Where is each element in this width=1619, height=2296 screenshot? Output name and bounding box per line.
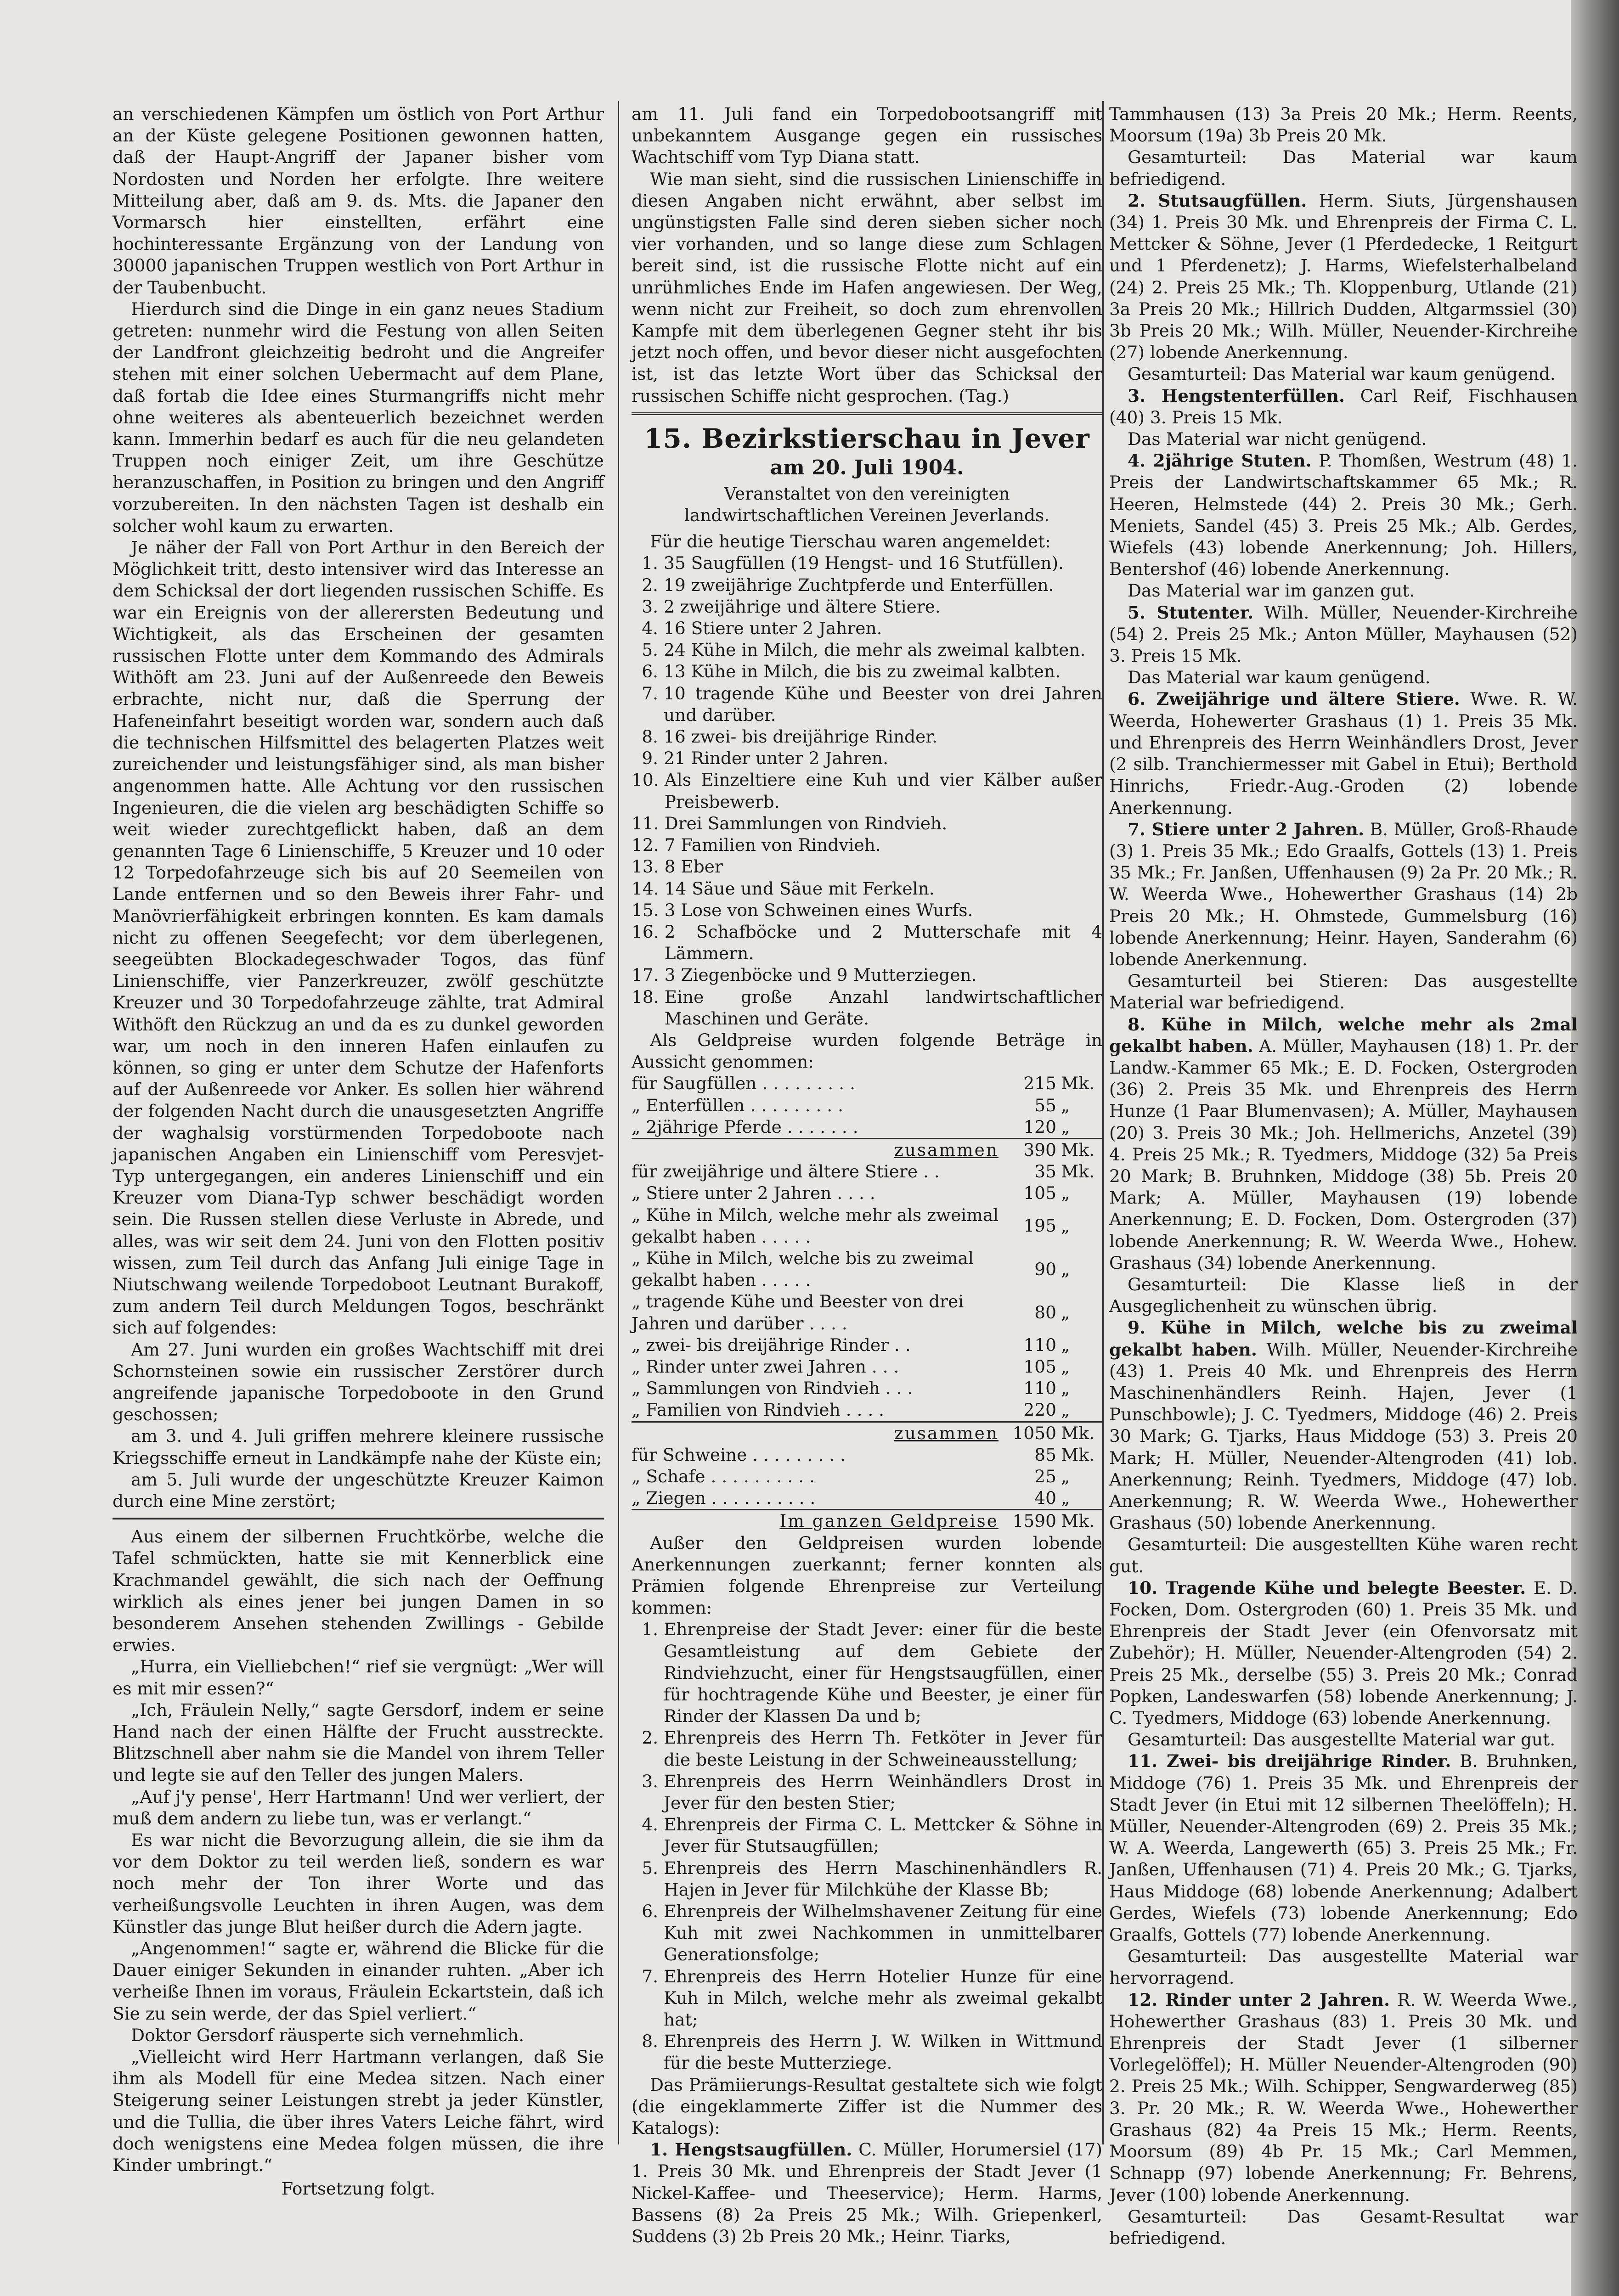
prize-value: 40	[1034, 1488, 1056, 1508]
prize-label: „ Rinder unter zwei Jahren . . .	[632, 1356, 899, 1377]
prize-value: 110	[1023, 1378, 1056, 1399]
item-text: 21 Rinder unter 2 Jahren.	[664, 748, 888, 769]
item-number: 5.	[642, 640, 658, 660]
item-number: 16.	[632, 921, 659, 942]
prize-unit: „	[1061, 1466, 1070, 1486]
prize-sum-row	[632, 1138, 1102, 1161]
item-text: 16 zwei- bis dreijährige Rinder.	[664, 726, 938, 747]
prize-unit: „	[1061, 1378, 1070, 1399]
paragraph: Am 27. Juni wurden ein großes Wachtschiff mit drei Schornsteinen sowie ein russischer Zerstörer durch angreifende japanische Torpedoboote in den Grund geschossen;	[113, 1339, 604, 1425]
list-item	[632, 878, 1102, 900]
item-number: 10.	[632, 770, 659, 790]
result-category: 2. Stutsaugfüllen.	[1128, 190, 1307, 211]
result-text: Tammhausen (13) 3a Preis 20 Mk.; Herm. Reents, Moorsum (19a) 3b Preis 20 Mk.	[1109, 104, 1578, 146]
prize-row	[632, 1073, 1102, 1094]
prize-unit: Mk.	[1061, 1073, 1095, 1094]
result-entry	[1109, 450, 1578, 580]
prize-value: 110	[1023, 1334, 1056, 1355]
section-divider	[113, 1518, 604, 1519]
result-verdict: Das Material war nicht genügend.	[1128, 429, 1427, 450]
result-entry	[1109, 1317, 1578, 1534]
prize-label: für Schweine . . . . . . . . .	[632, 1444, 846, 1465]
list-item	[632, 1727, 1102, 1770]
list-item	[632, 1857, 1102, 1901]
result-entry	[1109, 688, 1578, 818]
prize-row	[632, 1291, 1102, 1334]
result-verdict: Gesamturteil: Das Material war kaum genügend.	[1128, 364, 1556, 384]
list-item	[632, 748, 1102, 769]
list-item	[632, 1966, 1102, 2031]
list-item	[632, 769, 1102, 812]
prize-label: „ tragende Kühe und Beester von drei Jahren und darüber . . . .	[632, 1291, 964, 1334]
list-item	[632, 618, 1102, 639]
paragraph: am 11. Juli fand ein Torpedobootsangriff mit unbekanntem Ausgange gegen ein russisches Wachtschiff vom Typ Diana statt.	[632, 104, 1102, 168]
sum-unit: Mk.	[1056, 1138, 1102, 1161]
prize-value: 90	[1034, 1259, 1056, 1279]
item-text: Eine große Anzahl landwirtschaftlicher Maschinen und Geräte.	[664, 986, 1102, 1029]
prize-label: „ Kühe in Milch, welche mehr als zweimal gekalbt haben . . . . .	[632, 1204, 999, 1247]
column-rule	[1102, 101, 1104, 2144]
prize-label: „ zwei- bis dreijährige Rinder . .	[632, 1334, 911, 1355]
list-item	[632, 574, 1102, 596]
prize-row	[632, 1204, 1102, 1248]
item-number: 8.	[642, 726, 658, 747]
prize-row	[632, 1248, 1102, 1291]
prizes-intro: Als Geldpreise wurden folgende Beträge in Aussicht genommen:	[632, 1030, 1102, 1072]
prize-row	[632, 1116, 1102, 1139]
item-number: 7.	[642, 1966, 658, 1986]
result-text: E. D. Focken, Dom. Ostergroden (60) 1. Preis 35 Mk. und Ehrenpreis der Stadt Jever (ein Ofenvorsatz mit Zubehör); H. Müller, Neuender-Altengroden (54) 2. Preis 25 Mk., derselbe (55) 3. Preis 20 Mk.; Conrad Popken, Landeswarfen (58) lobende Anerkennung; J. C. Tyedmers, Middoge (63) lobende Anerkennung.	[1109, 1577, 1578, 1728]
result-text: C. Müller, Horumersiel (17) 1. Preis 30 Mk. und Ehrenpreis der Stadt Jever (1 Nickel-Kaffee- und Theeservice); Herm. Harms, Bassens (8) 2a Preis 25 Mk.; Wilh. Griepenkerl, Suddens (3) 2b Preis 20 Mk.; Heinr. Tiarks,	[632, 2139, 1102, 2247]
item-number: 4.	[642, 1814, 658, 1835]
prize-table	[632, 1073, 1102, 1161]
result-text: R. W. Weerda Wwe., Hohewerther Grashaus (83) 1. Preis 30 Mk. und Ehrenpreis der Stadt Jever (1 silberner Vorlegelöffel); H. Müller Neuender-Altengroden (90) 2. Preis 25 Mk.; Wilh. Schipper, Sengwarderweg (85) 3. Pr. 20 Mk.; R. W. Weerda Wwe., Hohewerther Grashaus (82) 4a Preis 15 Mk.; Herm. Reents, Moorsum (89) 4b Pr. 15 Mk.; Carl Memmen, Schnapp (97) lobende Anerkennung; Fr. Behrens, Jever (100) lobende Anerkennung.	[1109, 1989, 1578, 2205]
article-date: am 20. Juli 1904.	[770, 456, 964, 479]
list-item	[632, 986, 1102, 1030]
prize-label: „ Familien von Rindvieh . . . .	[632, 1400, 885, 1420]
item-text: 13 Kühe in Milch, die bis zu zweimal kalbten.	[664, 661, 1061, 682]
result-category: 11. Zwei- bis dreijährige Rinder.	[1128, 1751, 1451, 1772]
prize-unit: Mk.	[1061, 1444, 1095, 1465]
paragraph: „Angenommen!“ sagte er, während die Blicke für die Dauer einiger Sekunden in einander ruhten. „Aber ich verheiße Ihnen im voraus, Fräulein Eckartstein, daß ich Sie zu sein werde, der das Spiel verliert.“	[113, 1938, 604, 2024]
war-report	[113, 103, 604, 1512]
list-item	[632, 813, 1102, 834]
result-text: Wilh. Müller, Neuender-Kirchreihe (54) 2. Preis 25 Mk.; Anton Müller, Mayhausen (52) 3. Preis 15 Mk.	[1109, 602, 1578, 666]
list-item	[632, 834, 1102, 856]
result-entry	[1109, 819, 1578, 970]
result-category: 8. Kühe in Milch, welche mehr als 2mal gekalbt haben.	[1109, 1014, 1578, 1056]
item-text: 24 Kühe in Milch, die mehr als zweimal kalbten.	[664, 640, 1086, 660]
result-entry	[632, 2139, 1102, 2247]
result-category: 6. Zweijährige und ältere Stiere.	[1128, 689, 1460, 709]
item-text: 35 Saugfüllen (19 Hengst- und 16 Stutfüllen).	[664, 553, 1064, 574]
list-item	[632, 964, 1102, 986]
item-number: 15.	[632, 900, 659, 920]
sum-label: Im ganzen Geldpreise	[632, 1510, 1006, 1532]
result-category: 1. Hengstsaugfüllen.	[650, 2139, 852, 2160]
prize-value: 120	[1023, 1116, 1056, 1137]
prize-unit: „	[1061, 1116, 1070, 1137]
sum-value: 1590	[1006, 1510, 1056, 1532]
prize-row	[632, 1378, 1102, 1399]
prize-value: 35	[1034, 1161, 1056, 1182]
result-verdict: Gesamturteil: Das Gesamt-Resultat war befriedigend.	[1109, 2206, 1578, 2248]
list-item	[632, 661, 1102, 682]
prize-label: „ 2jährige Pferde . . . . . . .	[632, 1116, 858, 1137]
column-left	[113, 103, 604, 2200]
item-number: 14.	[632, 878, 659, 899]
prize-unit: „	[1061, 1400, 1070, 1420]
paragraph: an verschiedenen Kämpfen um östlich von Port Arthur an der Küste gelegene Positionen gewonnen hatten, daß der Haupt-Angriff der Japaner bisher vom Nordosten und Norden her erfolgte. Ihre weitere Mitteilung aber, daß am 9. ds. Mts. die Japaner den Vormarsch hier einstellten, erfährt eine hochinteressante Ergänzung von der Landung von 30000 japanischen Truppen westlich von Port Arthur in der Taubenbucht.	[113, 104, 604, 298]
result-text: Wwe. R. W. Weerda, Hohewerter Grashaus (1) 1. Preis 35 Mk. und Ehrenpreis des Herrn Weinhändlers Drost, Jever (2 silb. Tranchiermesser mit Gabel in Etui); Berthold Hinrichs, Friedr.-Aug.-Groden (2) lobende Anerkennung.	[1109, 689, 1578, 818]
item-number: 17.	[632, 965, 659, 985]
prize-unit: „	[1061, 1259, 1070, 1279]
prize-table	[632, 1444, 1102, 1532]
honors-intro: Außer den Geldpreisen wurden lobende Anerkennungen zuerkannt; ferner konnten als Prämien folgende Ehrenpreise zur Verteilung kommen:	[632, 1532, 1102, 1618]
item-text: Ehrenpreis des Herrn Weinhändlers Drost in Jever für den besten Stier;	[664, 1771, 1102, 1813]
prize-unit: „	[1061, 1488, 1070, 1508]
paragraph: am 3. und 4. Juli griffen mehrere kleinere russische Kriegsschiffe erneut in Landkämpfe nahe der Küste ein;	[113, 1426, 604, 1468]
list-item	[632, 1771, 1102, 1814]
list-item	[632, 900, 1102, 921]
item-text: Ehrenpreis des Herrn Maschinenhändlers R. Hajen in Jever für Milchkühe der Klasse Bb;	[664, 1857, 1102, 1900]
result-entry	[1109, 1577, 1578, 1729]
item-text: Ehrenpreis der Firma C. L. Mettcker & Söhne in Jever für Stutsaugfüllen;	[664, 1814, 1102, 1857]
item-text: 2 zweijährige und ältere Stiere.	[664, 596, 941, 617]
prize-unit: Mk.	[1061, 1161, 1095, 1182]
list-item	[632, 1901, 1102, 1966]
prize-value: 55	[1034, 1095, 1056, 1115]
result-entry	[1109, 602, 1578, 667]
paragraph: Doktor Gersdorf räusperte sich vernehmlich.	[131, 2025, 525, 2045]
item-text: Ehrenpreis des Herrn Hotelier Hunze für eine Kuh in Milch, welche mehr als zweimal gekalbt hat;	[664, 1966, 1102, 2030]
item-text: Ehrenpreise der Stadt Jever: einer für die beste Gesamtleistung auf dem Gebiete der Rindviehzucht, einer für Hengstsaugfüllen, einer für hochtragende Kühe und Beester, je einer für Rinder der Klassen Da und b;	[664, 1619, 1102, 1727]
item-number: 5.	[642, 1857, 658, 1878]
prize-label: „ Schafe . . . . . . . . . .	[632, 1466, 815, 1486]
item-text: Ehrenpreis der Wilhelmshavener Zeitung für eine Kuh mit zwei Nachkommen in unmittelbarer Generationsfolge;	[664, 1901, 1102, 1965]
item-number: 6.	[642, 661, 658, 682]
prize-value: 25	[1034, 1466, 1056, 1486]
item-text: Als Einzeltiere eine Kuh und vier Kälber außer Preisbewerb.	[664, 770, 1102, 812]
prize-row	[632, 1487, 1102, 1510]
item-text: 2 Schafböcke und 2 Mutterschafe mit 4 Lämmern.	[664, 921, 1102, 964]
result-category: 3. Hengstenterfüllen.	[1128, 385, 1345, 406]
prize-value: 80	[1034, 1302, 1056, 1322]
prize-value: 220	[1023, 1400, 1056, 1420]
prize-unit: „	[1061, 1302, 1070, 1322]
item-number: 9.	[642, 748, 658, 769]
list-item	[632, 596, 1102, 618]
column-rule	[618, 101, 619, 2144]
sum-unit: Mk.	[1056, 1510, 1102, 1532]
prize-row	[632, 1356, 1102, 1378]
list-item	[632, 726, 1102, 748]
item-number: 18.	[632, 986, 659, 1007]
item-number: 2.	[642, 574, 658, 595]
prize-table	[632, 1161, 1102, 1444]
item-text: 16 Stiere unter 2 Jahren.	[664, 618, 882, 639]
paragraph: Je näher der Fall von Port Arthur in den Bereich der Möglichkeit tritt, desto intensiver wird das Interesse an dem Schicksal der dort liegenden russischen Schiffe. Es war ein Ereignis von der allerersten Bedeutung und Wichtigkeit, als das Erscheinen der gesamten russischen Flotte unter dem Kommando des Admirals Withöft am 23. Juni auf der Außenreede den Beweis erbrachte, nicht nur, daß die Sperrung der Hafeneinfahrt beseitigt worden war, sondern auch daß die technischen Hilfsmittel des belagerten Platzes weit zureichender und leistungsfähiger sind, als man bisher angenommen hatte. Alle Achtung vor den russischen Ingenieuren, die die vielen arg beschädigten Schiffe so weit wieder zurechtgeflickt haben, daß an dem genannten Tage 6 Linienschiffe, 5 Kreuzer und 10 oder 12 Torpedofahrzeuge sich bis auf 20 Seemeilen von Lande entfernen und so den Beweis ihrer Fahr- und Manövrierfähigkeit erbringen konnten. Es kam damals nicht zu offenen Seegefecht; vor dem überlegenen, seegeübten Blockadegeschwader Togos, das fünf Linienschiffe, vier Panzerkreuzer, zwölf geschützte Kreuzer und 30 Torpedofahrzeuge zählte, trat Admiral Withöft den Rückzug an und da es zu dunkel geworden war, um noch in den inneren Hafen einlaufen zu können, so ging er unter dem Schutze der Hafenforts auf der Außenreede vor Anker. Es sollen hier während der folgenden Nacht durch die unausgesetzten Angriffe der waghalsig vorstürmenden Torpedoboote nach japanischen Angaben ein Linienschiff vom Peresvjet-Typ untergegangen, ein anderes Linienschiff und ein Kreuzer vom Diana-Typ schwer beschädigt worden sein. Die Russen stellen diese Verluste in Abrede, und alles, was wir seit dem 24. Juni von den Flotten positiv wissen, zum Teil durch das Anfang Juli einige Tage in Niutschwang weilende Torpedoboot Leutnant Burakoff, zum andern Teil durch Meldungen Togos, beschränkt sich auf folgendes:	[113, 537, 604, 1338]
article-headline: 15. Bezirkstierschau in Jever	[644, 422, 1090, 454]
result-verdict: Gesamturteil: Die ausgestellten Kühe waren recht gut.	[1109, 1534, 1578, 1576]
paragraph: „Ich, Fräulein Nelly,“ sagte Gersdorf, indem er seine Hand nach der einen Hälfte der Frucht ausstreckte. Blitzschnell aber nahm sie die Mandel von ihrem Teller und legte sie auf den Teller des jungen Malers.	[113, 1699, 604, 1785]
item-text: Ehrenpreis des Herrn Th. Fetköter in Jever für die beste Leistung in der Schweineausstellung;	[664, 1728, 1102, 1770]
sum-label: zusammen	[632, 1138, 1006, 1161]
item-text: 10 tragende Kühe und Beester von drei Jahren und darüber.	[664, 683, 1102, 725]
item-text: 8 Eber	[664, 856, 723, 877]
result-text: A. Müller, Mayhausen (18) 1. Pr. der Landw.-Kammer 65 Mk.; E. D. Focken, Ostergroden (36) 2. Preis 35 Mk. und Ehrenpreis des Herrn Hunze (1 Paar Blumenvasen); A. Müller, Mayhausen (20) 3. Preis 30 Mk.; Joh. Hellmerichs, Anzetel (39) 4. Preis 25 Mk.; R. Tyedmers, Middoge (32) 5a Preis 20 Mark; B. Bruhnken, Middoge (38) 5b. Preis 20 Mark; A. Müller, Mayhausen (19) lobende Anerkennung; E. D. Focken, Dom. Ostergroden (37) lobende Anerkennung; R. W. Weerda Wwe., Hohew. Grashaus (34) lobende Anerkennung.	[1109, 1035, 1578, 1273]
prize-unit: „	[1061, 1356, 1070, 1377]
prize-sum-row	[632, 1422, 1102, 1444]
prize-value: 105	[1023, 1183, 1056, 1204]
result-text: B. Müller, Groß-Rhaude (3) 1. Preis 35 Mk.; Edo Graalfs, Gottels (13) 1. Preis 35 Mk.; Fr. Janßen, Uffenhausen (9) 2a Pr. 20 Mk.; R. W. Weerda Wwe., Hohewerther Grashaus (14) 2b Preis 20 Mk.; H. Ohmstede, Gummelsburg (16) lobende Anerkennung; Heinr. Hayen, Sanderahm (6) lobende Anerkennung.	[1109, 819, 1578, 969]
item-number: 12.	[632, 835, 659, 855]
prize-unit: „	[1061, 1216, 1070, 1236]
item-number: 6.	[642, 1901, 658, 1922]
paragraph: Es war nicht die Bevorzugung allein, die sie ihm da vor dem Doktor zu teil werden ließ, sondern es war noch mehr der Ton ihrer Worte und das verheißungsvolle Leuchten in ihren Augen, was dem Künstler das junge Blut heißer durch die Adern jagte.	[113, 1830, 604, 1937]
prize-sum-row	[632, 1510, 1102, 1532]
result-verdict: Gesamturteil: Das ausgestellte Material war hervorragend.	[1109, 1946, 1578, 1988]
prize-row	[632, 1399, 1102, 1422]
entries-list	[632, 552, 1102, 1029]
result-verdict: Das Material war kaum genügend.	[1128, 667, 1431, 688]
prize-value: 105	[1023, 1356, 1056, 1377]
sum-unit: Mk.	[1056, 1422, 1102, 1444]
prize-unit: „	[1061, 1183, 1070, 1204]
section-divider	[632, 412, 1102, 415]
list-item	[632, 1619, 1102, 1727]
paragraph: Wie man sieht, sind die russischen Linienschiffe in diesen Angaben nicht erwähnt, aber selbst im ungünstigsten Falle sind deren sieben sicher noch vier vorhanden, und so lange diese zum Schlagen bereit sind, ist die russische Flotte nicht auf ein unrühmliches Ende im Hafen angewiesen. Der Weg, wenn nicht zur Freiheit, so doch zum ehrenvollen Kampfe mit dem überlegenen Gegner steht ihr bis jetzt noch offen, und bevor dieser nicht ausgefochten ist, ist das letzte Wort über das Schicksal der russischen Schiffe nicht gesprochen. (Tag.)	[632, 169, 1102, 406]
list-item	[632, 921, 1102, 964]
list-item	[632, 856, 1102, 878]
item-text: 3 Ziegenböcke und 9 Mutterziegen.	[664, 965, 977, 985]
result-category: 7. Stiere unter 2 Jahren.	[1128, 819, 1364, 839]
sum-value: 1050	[1006, 1422, 1056, 1444]
result-text: P. Thomßen, Westrum (48) 1. Preis der Landwirtschaftskammer 65 Mk.; R. Heeren, Helmstede (44) 2. Preis 30 Mk.; Gerh. Meniets, Sandel (45) 3. Preis 25 Mk.; Alb. Gerdes, Wiefels (43) lobende Anerkennung; Joh. Hillers, Bentershof (46) lobende Anerkennung.	[1109, 450, 1578, 580]
item-number: 4.	[642, 618, 658, 639]
paragraph: Hierdurch sind die Dinge in ein ganz neues Stadium getreten: nunmehr wird die Festung von allen Seiten der Landfront gleichzeitig bedroht und die Angreifer stehen mit einer solchen Uebermacht auf dem Plane, daß fortab die Idee eines Sturmangriffs nicht mehr ohne weiteres als abenteuerlich bezeichnet werden kann. Immerhin bedarf es auch für die neu gelandeten Truppen noch einiger Zeit, um ihre Geschütze heranzuschaffen, in Position zu bringen und den Angriff vorzubereiten. In den nächsten Tagen ist deshalb ein solcher wohl kaum zu erwarten.	[113, 298, 604, 536]
prize-value: 195	[1023, 1216, 1056, 1236]
result-category: 5. Stutenter.	[1128, 602, 1254, 623]
paragraph: am 5. Juli wurde der ungeschützte Kreuzer Kaimon durch eine Mine zerstört;	[113, 1469, 604, 1511]
item-number: 2.	[642, 1728, 658, 1748]
prize-value: 215	[1023, 1073, 1056, 1094]
prize-label: „ Stiere unter 2 Jahren . . . .	[632, 1183, 875, 1204]
column-right	[1109, 103, 1578, 2248]
result-text: Herm. Siuts, Jürgenshausen (34) 1. Preis 30 Mk. und Ehrenpreis der Firma C. L. Mettcker & Söhne, Jever (1 Pferdedecke, 1 Reitgurt und 1 Pferdenetz); J. Harms, Wiefelsterhalbeland (24) 2. Preis 25 Mk.; Th. Kloppenburg, Utlande (21) 3a Preis 20 Mk.; Hillrich Dudden, Altgarmssiel (30) 3b Preis 20 Mk.; Wilh. Müller, Neuender-Kirchreihe (27) lobende Anerkennung.	[1109, 190, 1578, 363]
prize-row	[632, 1444, 1102, 1466]
item-number: 3.	[642, 1771, 658, 1791]
prize-row	[632, 1334, 1102, 1356]
prize-row	[632, 1161, 1102, 1182]
list-item	[632, 1814, 1102, 1857]
result-intro: Das Prämiierungs-Resultat gestaltete sich wie folgt (die eingeklammerte Ziffer ist die Nummer des Katalogs):	[632, 2074, 1102, 2138]
sum-value: 390	[1006, 1138, 1056, 1161]
item-number: 1.	[642, 1619, 658, 1640]
prize-label: für zweijährige und ältere Stiere . .	[632, 1161, 940, 1182]
result-entry	[1109, 103, 1578, 146]
item-number: 7.	[642, 683, 658, 703]
item-number: 3.	[642, 596, 658, 617]
continuation-note: Fortsetzung folgt.	[281, 2179, 435, 2199]
result-entry	[1109, 1989, 1578, 2206]
prize-label: „ Kühe in Milch, welche bis zu zweimal gekalbt haben . . . . .	[632, 1248, 974, 1290]
paragraph: „Auf j'y pense', Herr Hartmann! Und wer verliert, der muß dem andern zu liebe tun, was er verlangt.“	[113, 1786, 604, 1829]
result-text: Carl Reif, Fischhausen (40) 3. Preis 15 Mk.	[1109, 385, 1578, 428]
prize-unit: „	[1061, 1095, 1070, 1115]
item-text: 19 zweijährige Zuchtpferde und Enterfüllen.	[664, 574, 1054, 595]
item-number: 8.	[642, 2031, 658, 2052]
item-text: 14 Säue und Säue mit Ferkeln.	[664, 878, 935, 899]
result-text: Wilh. Müller, Neuender-Kirchreihe (43) 1. Preis 40 Mk. und Ehrenpreis des Herrn Maschinenhändlers Reinh. Hajen, Jever (1 Punschbowle); J. C. Tyedmers, Middoge (46) 2. Preis 30 Mark; G. Tjarks, Haus Middoge (53) 3. Preis 20 Mark; H. Müller, Neuender-Altengroden (41) lob. Anerkennung; Reinh. Tyedmers, Middoge (47) lob. Anerkennung; R. W. Weerda Wwe., Hohewerther Grashaus (50) lobende Anerkennung.	[1109, 1339, 1578, 1533]
result-category: 12. Rinder unter 2 Jahren.	[1128, 1989, 1390, 2010]
prize-value: 85	[1034, 1444, 1056, 1465]
result-verdict: Gesamturteil: Das ausgestellte Material war gut.	[1128, 1729, 1556, 1750]
result-entry	[1109, 190, 1578, 364]
column-middle	[632, 103, 1102, 2247]
prize-row	[632, 1182, 1102, 1204]
result-verdict: Gesamturteil: Die Klasse ließ in der Ausgeglichenheit zu wünschen übrig.	[1109, 1274, 1578, 1317]
prize-label: für Saugfüllen . . . . . . . . .	[632, 1073, 856, 1094]
paragraph: „Hurra, ein Vielliebchen!“ rief sie vergnügt: „Wer will es mit mir essen?“	[113, 1656, 604, 1699]
item-number: 13.	[632, 856, 659, 877]
result-verdict: Gesamturteil: Das Material war kaum befriedigend.	[1109, 147, 1578, 189]
item-number: 11.	[632, 813, 659, 833]
item-text: Ehrenpreis des Herrn J. W. Wilken in Wittmund für die beste Mutterziege.	[664, 2031, 1102, 2073]
list-item	[632, 552, 1102, 574]
sum-label: zusammen	[632, 1422, 1006, 1444]
prize-row	[632, 1095, 1102, 1116]
serial-story	[113, 1526, 604, 2200]
result-verdict: Das Material war im ganzen gut.	[1128, 580, 1415, 601]
item-number: 1.	[642, 553, 658, 574]
honors-list	[632, 1619, 1102, 2074]
list-item	[632, 683, 1102, 726]
result-entry	[1109, 1750, 1578, 1946]
paragraph: „Vielleicht wird Herr Hartmann verlangen, daß Sie ihm als Modell für eine Medea sitzen. Nach einer Steigerung seiner Leistungen strebt ja jeder Künstler, und die Tullia, die über ihres Vaters Leiche fährt, wird doch wenigstens eine Medea folgen müssen, die ihre Kinder umbringt.“	[113, 2047, 604, 2176]
prize-label: „ Enterfüllen . . . . . . . . .	[632, 1095, 843, 1115]
paragraph: Aus einem der silbernen Fruchtkörbe, welche die Tafel schmückten, hatte sie mit Kennerblick eine Krachmandel gewählt, die sich nach der Oeffnung wirklich als eines jener bei jungen Damen in so besonderem Ansehen stehenden Zwillings - Gebilde erwies.	[113, 1526, 604, 1655]
result-entry	[1109, 385, 1578, 428]
article-subtitle: Veranstaltet von den vereinigten landwirtschaftlichen Vereinen Jeverlands.	[684, 483, 1050, 526]
book-binding-edge	[1571, 0, 1619, 2296]
result-text: B. Bruhnken, Middoge (76) 1. Preis 35 Mk. und Ehrenpreis der Stadt Jever (in Etui mit 12 silbernen Theelöffeln); H. Müller, Neuender-Altengroden (69) 2. Preis 35 Mk.; W. A. Weerda, Langewerth (65) 3. Preis 25 Mk.; Fr. Janßen, Uffenhausen (71) 4. Preis 20 Mk.; G. Tjarks, Haus Middoge (68) lobende Anerkennung; Adalbert Gerdes, Wiefels (73) lobende Anerkennung; Edo Graalfs, Gottels (77) lobende Anerkennung.	[1109, 1751, 1578, 1945]
item-text: Drei Sammlungen von Rindvieh.	[664, 813, 948, 833]
list-item	[632, 2031, 1102, 2074]
list-item	[632, 639, 1102, 661]
prize-label: „ Sammlungen von Rindvieh . . .	[632, 1378, 913, 1399]
result-entry	[1109, 1014, 1578, 1274]
item-text: 7 Familien von Rindvieh.	[664, 835, 881, 855]
entries-intro: Für die heutige Tierschau waren angemeldet:	[650, 531, 1051, 552]
result-category: 4. 2jährige Stuten.	[1128, 450, 1312, 471]
item-text: 3 Lose von Schweinen eines Wurfs.	[664, 900, 973, 920]
prize-label: „ Ziegen . . . . . . . . . .	[632, 1488, 816, 1508]
result-category: 9. Kühe in Milch, welche bis zu zweimal gekalbt haben.	[1109, 1317, 1578, 1360]
prize-row	[632, 1466, 1102, 1487]
result-category: 10. Tragende Kühe und belegte Beester.	[1128, 1577, 1526, 1598]
prize-unit: „	[1061, 1334, 1070, 1355]
result-verdict: Gesamturteil bei Stieren: Das ausgestellte Material war befriedigend.	[1109, 971, 1578, 1013]
